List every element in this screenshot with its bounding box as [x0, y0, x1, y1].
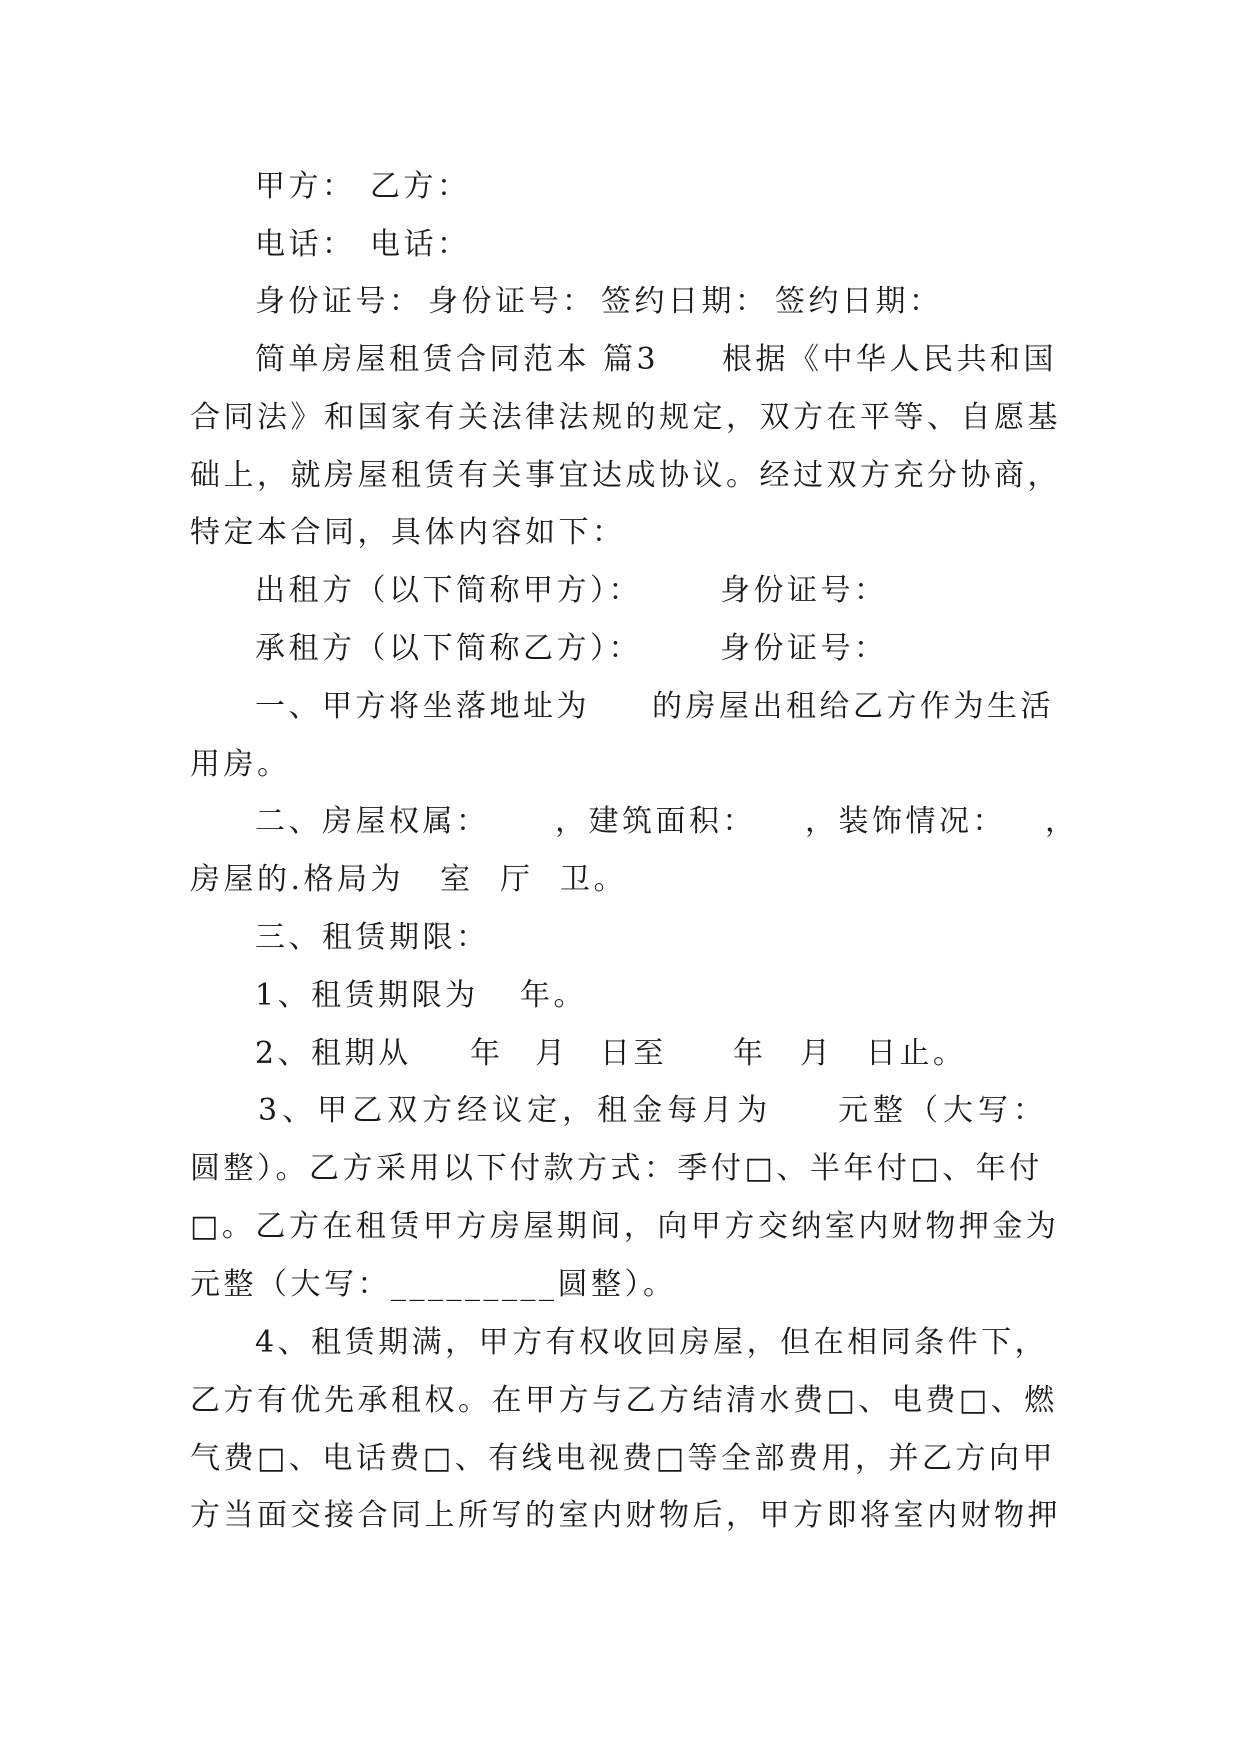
- clause-text: 4、租赁期满，甲方有权收回房屋，但在相同条件下，: [255, 1325, 1049, 1360]
- clause-text: 一、甲方将坐落地址为: [255, 689, 590, 724]
- phone-line: [0, 225, 1241, 265]
- ownership-label: 二、房屋权属：: [255, 804, 490, 839]
- paragraph-line: [0, 456, 1241, 496]
- paragraph-text: 根据《中华人民共和国: [722, 342, 1057, 377]
- clause-text: 的房屋出租给乙方作为生活: [652, 689, 1054, 724]
- lease-term-label: 1、租赁期限为: [255, 978, 479, 1013]
- clause-text: ，: [1045, 804, 1079, 839]
- year-unit: 年。: [520, 978, 587, 1013]
- payment-method-line: [0, 1149, 1241, 1189]
- start-year-unit: 年: [470, 1036, 504, 1071]
- lease-term-line: [0, 976, 1241, 1016]
- party-a-phone-label: 电话：: [255, 227, 356, 262]
- party-b-phone-label: 电话：: [370, 227, 471, 262]
- end-year-unit: 年: [733, 1036, 767, 1071]
- clause-2-line: [0, 802, 1241, 842]
- decoration-label: ，装饰情况：: [805, 804, 1006, 839]
- deposit-text: □。乙方在租赁甲方房屋期间，向甲方交纳室内财物押金为: [190, 1209, 1060, 1244]
- party-a-sign-date-label: 签约日期：: [601, 284, 769, 319]
- clause-3-heading-line: [0, 918, 1241, 958]
- rent-amount-label: 元整（大写：: [838, 1093, 1048, 1128]
- party-a-id-label: 身份证号：: [255, 284, 423, 319]
- layout-label: 房屋的.格局为: [190, 862, 405, 897]
- clause-text: 用房。: [190, 747, 291, 782]
- clause-1-line: [0, 687, 1241, 727]
- clause-text: 乙方有优先承租权。在甲方与乙方结清水费□、电费□、燃: [190, 1383, 1058, 1418]
- party-signature-line: [0, 167, 1241, 207]
- floor-area-label: ，建筑面积：: [555, 804, 756, 839]
- rent-label: 3、甲乙双方经议定，租金每月为: [258, 1093, 773, 1128]
- end-month-unit: 月: [800, 1036, 834, 1071]
- lessee-line: [0, 629, 1241, 669]
- lease-period-line: [0, 1034, 1241, 1074]
- payment-method-text: 圆整）。乙方采用以下付款方式：季付□、半年付□、年付: [190, 1151, 1043, 1186]
- id-date-line: [0, 282, 1241, 322]
- party-b-label: 乙方：: [370, 169, 471, 204]
- clause-4-line: [0, 1323, 1241, 1363]
- section-heading-line: [0, 340, 1241, 380]
- deposit-amount-text: 元整（大写：_________圆整）。: [190, 1267, 677, 1302]
- room-label: 室: [440, 862, 474, 897]
- lessor-line: [0, 571, 1241, 611]
- bathroom-label: 卫。: [560, 862, 627, 897]
- clause-heading: 三、租赁期限：: [255, 920, 490, 955]
- end-day-unit: 日止。: [866, 1036, 967, 1071]
- hall-label: 厅: [500, 862, 534, 897]
- party-b-id-label: 身份证号：: [428, 284, 596, 319]
- paragraph-line: [0, 513, 1241, 553]
- clause-4-line: [0, 1381, 1241, 1421]
- lease-period-label: 2、租期从: [255, 1036, 412, 1071]
- lessee-id-label: 身份证号：: [720, 631, 888, 666]
- clause-text: 方当面交接合同上所写的室内财物后，甲方即将室内财物押: [190, 1498, 1061, 1533]
- deposit-line: [0, 1207, 1241, 1247]
- clause-4-line: [0, 1439, 1241, 1479]
- deposit-amount-line: [0, 1265, 1241, 1305]
- paragraph-text: 特定本合同，具体内容如下：: [190, 515, 626, 550]
- start-month-unit: 月: [535, 1036, 569, 1071]
- lessor-id-label: 身份证号：: [720, 573, 888, 608]
- clause-2-line: [0, 860, 1241, 900]
- lessee-label: 承租方（以下简称乙方）：: [255, 631, 642, 666]
- lessor-label: 出租方（以下简称甲方）：: [255, 573, 642, 608]
- paragraph-text: 础上，就房屋租赁有关事宜达成协议。经过双方充分协商，: [190, 458, 1061, 493]
- party-b-sign-date-label: 签约日期：: [775, 284, 943, 319]
- section-title: 简单房屋租赁合同范本 篇3: [255, 342, 660, 377]
- clause-text: 气费□、电话费□、有线电视费□等全部费用，并乙方向甲: [190, 1441, 1057, 1476]
- clause-1-line: [0, 745, 1241, 785]
- start-day-unit: 日至: [600, 1036, 667, 1071]
- clause-4-line: [0, 1496, 1241, 1536]
- paragraph-line: [0, 398, 1241, 438]
- rent-line: [0, 1091, 1241, 1131]
- party-a-label: 甲方：: [255, 169, 356, 204]
- paragraph-text: 合同法》和国家有关法律法规的规定，双方在平等、自愿基: [190, 400, 1061, 435]
